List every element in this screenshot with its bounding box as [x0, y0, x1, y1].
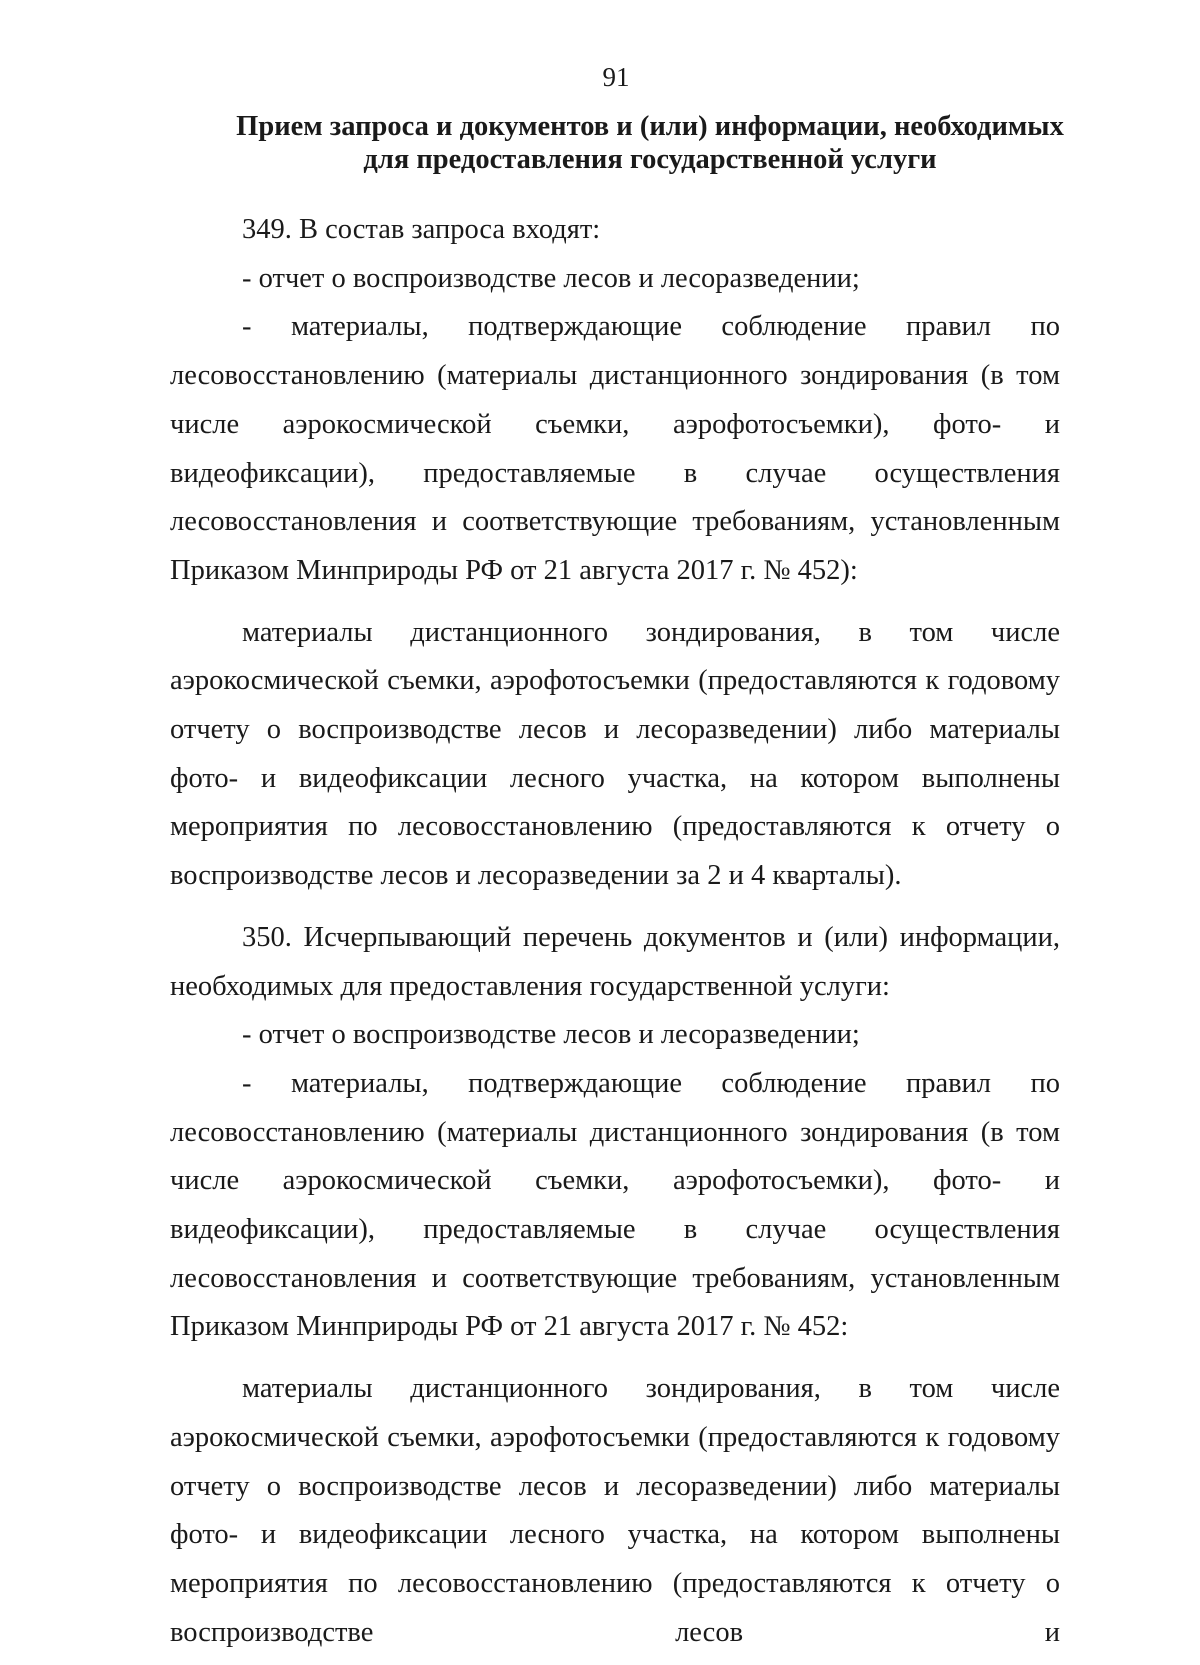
- list-item-materials: - материалы, подтверждающие соблюдение правил по лесовосстановлению (материалы дистанционного зондирования (в том числе аэрокосмической съемки, аэрофотосъемки), фото- и видеофиксации), предоставляемые в случае осуществления лесовосстановления и соответствующие требованиям, установленным Приказом Минприроды РФ от 21 августа 2017 г. № 452):: [170, 311, 1060, 586]
- section-heading-line-1: Прием запроса и документов и (или) информации, необходимых: [236, 111, 1064, 142]
- section-heading: [230, 110, 1070, 176]
- paragraph-350-intro: 350. Исчерпывающий перечень документов и (или) информации, необходимых для предоставления государственной услуги:: [170, 921, 1060, 1002]
- section-heading-line-2: для предоставления государственной услуги: [363, 144, 937, 175]
- paragraph-materials-details-2: материалы дистанционного зондирования, в том числе аэрокосмической съемки, аэрофотосъемки (предоставляются к годовому отчету о воспроизводстве лесов и лесоразведении) либо материалы фото- и видеофиксации лесного участка, на котором выполнены мероприятия по лесовосстановлению (предоставляются к отчету о воспроизводстве лесов и: [170, 1373, 1060, 1648]
- page-number: 91: [602, 62, 630, 92]
- list-item-materials-2: - материалы, подтверждающие соблюдение правил по лесовосстановлению (материалы дистанционного зондирования (в том числе аэрокосмической съемки, аэрофотосъемки), фото- и видеофиксации), предоставляемые в случае осуществления лесовосстановления и соответствующие требованиям, установленным Приказом Минприроды РФ от 21 августа 2017 г. № 452:: [170, 1067, 1060, 1343]
- paragraph-349-intro: 349. В состав запроса входят:: [242, 214, 601, 245]
- list-item-report: - отчет о воспроизводстве лесов и лесоразведении;: [242, 262, 860, 294]
- list-item-report-2: - отчет о воспроизводстве лесов и лесоразведении;: [242, 1019, 860, 1051]
- paragraph-materials-details: материалы дистанционного зондирования, в том числе аэрокосмической съемки, аэрофотосъемки (предоставляются к годовому отчету о воспроизводстве лесов и лесоразведении) либо материалы фото- и видеофиксации лесного участка, на котором выполнены мероприятия по лесовосстановлению (предоставляются к отчету о воспроизводстве лесов и лесоразведении за 2 и 4 кварталы).: [170, 616, 1060, 892]
- document-body: [170, 206, 1060, 1657]
